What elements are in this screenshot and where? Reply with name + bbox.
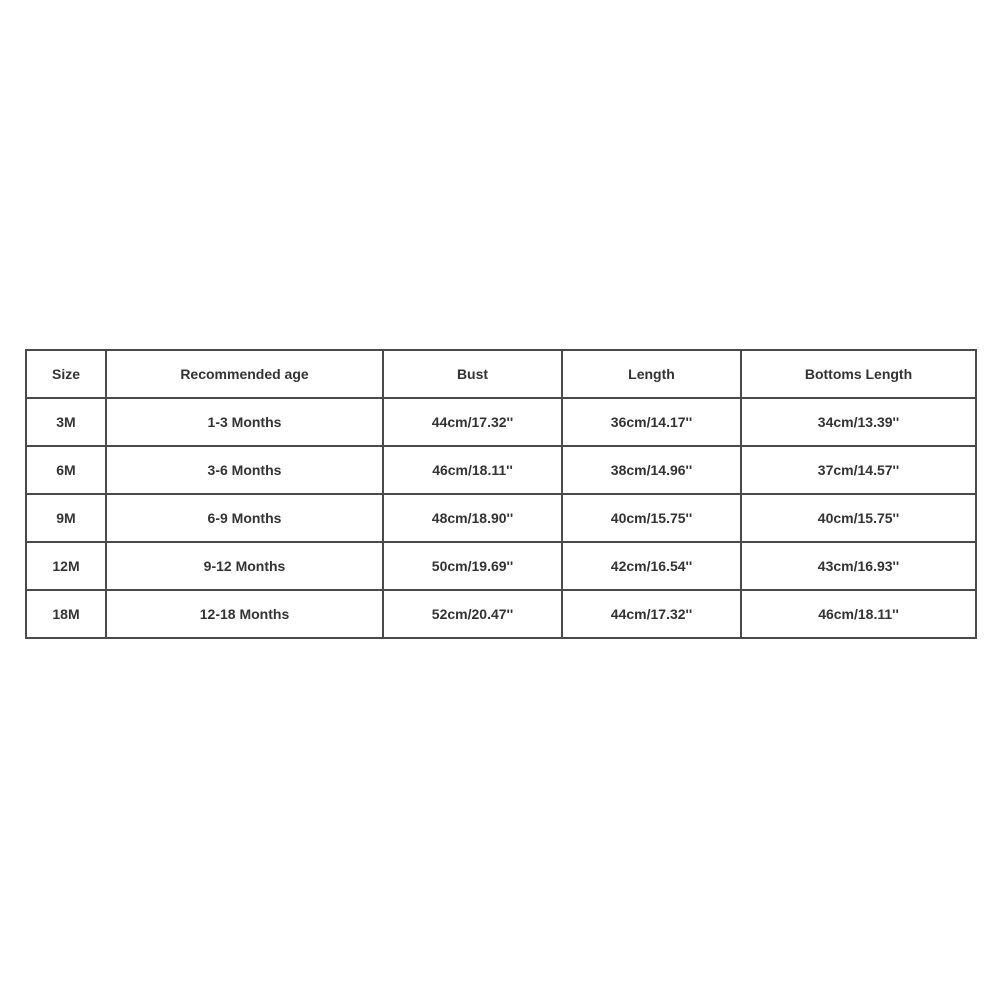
cell-size: 3M (26, 398, 106, 446)
cell-length: 38cm/14.96'' (562, 446, 741, 494)
cell-length: 36cm/14.17'' (562, 398, 741, 446)
cell-recommended-age: 9-12 Months (106, 542, 383, 590)
cell-bust: 46cm/18.11'' (383, 446, 562, 494)
cell-bottoms-length: 40cm/15.75'' (741, 494, 976, 542)
cell-recommended-age: 1-3 Months (106, 398, 383, 446)
size-chart-table (25, 349, 977, 639)
cell-bottoms-length: 34cm/13.39'' (741, 398, 976, 446)
header-size: Size (26, 350, 106, 398)
cell-length: 40cm/15.75'' (562, 494, 741, 542)
cell-length: 44cm/17.32'' (562, 590, 741, 638)
cell-size: 9M (26, 494, 106, 542)
cell-bust: 48cm/18.90'' (383, 494, 562, 542)
cell-size: 6M (26, 446, 106, 494)
cell-size: 18M (26, 590, 106, 638)
header-recommended-age: Recommended age (106, 350, 383, 398)
header-bust: Bust (383, 350, 562, 398)
cell-bust: 50cm/19.69'' (383, 542, 562, 590)
table-row (26, 542, 976, 590)
cell-size: 12M (26, 542, 106, 590)
cell-bottoms-length: 46cm/18.11'' (741, 590, 976, 638)
cell-bottoms-length: 37cm/14.57'' (741, 446, 976, 494)
table-row (26, 494, 976, 542)
header-length: Length (562, 350, 741, 398)
cell-recommended-age: 6-9 Months (106, 494, 383, 542)
cell-recommended-age: 3-6 Months (106, 446, 383, 494)
header-bottoms-length: Bottoms Length (741, 350, 976, 398)
table-row (26, 398, 976, 446)
cell-length: 42cm/16.54'' (562, 542, 741, 590)
cell-bottoms-length: 43cm/16.93'' (741, 542, 976, 590)
table-row (26, 590, 976, 638)
cell-bust: 52cm/20.47'' (383, 590, 562, 638)
cell-bust: 44cm/17.32'' (383, 398, 562, 446)
table-header-row (26, 350, 976, 398)
table-row (26, 446, 976, 494)
cell-recommended-age: 12-18 Months (106, 590, 383, 638)
